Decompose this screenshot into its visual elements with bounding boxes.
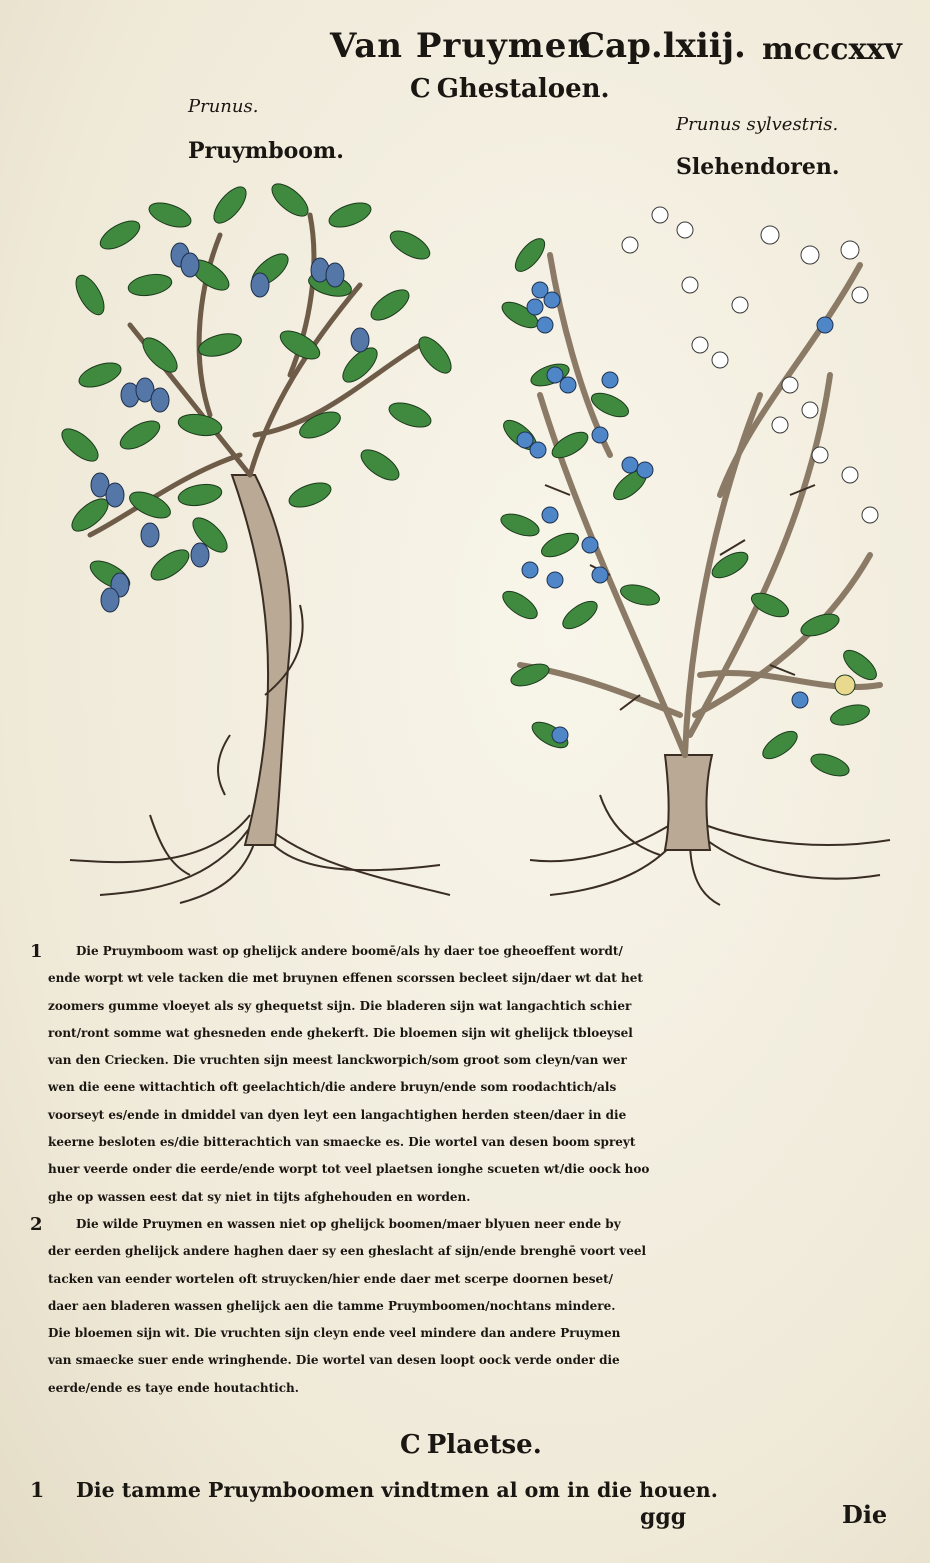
chapter-number: Cap.lxiij. — [578, 26, 746, 66]
text-line: voorseyt es/ende in dmiddel van dyen leyt een langachtighen herden steen/daer in die — [48, 1107, 627, 1122]
signature-mark: ggg — [640, 1504, 687, 1530]
paragraph-number: 1 — [30, 941, 43, 962]
figure-2-dutch-caption: Slehendoren. — [676, 154, 840, 180]
section-heading: C Plaetse. — [400, 1430, 542, 1460]
text-line: der eerden ghelijck andere haghen daer sy een gheslacht af sijn/ende brenghē voort veel — [48, 1244, 647, 1259]
text-line: ghe op wassen eest dat sy niet in tijts afghehouden en worden. — [48, 1189, 471, 1204]
text-line: daer aen bladeren wassen ghelijck aen die tamme Pruymboomen/nochtans mindere. — [48, 1298, 616, 1313]
paragraph-1 — [30, 938, 900, 1211]
text-line: van smaecke suer ende wringhende. Die wortel van desen loopt oock verde onder die — [48, 1353, 620, 1368]
text-line: Die bloemen sijn wit. Die vruchten sijn cleyn ende veel mindere dan andere Pruymen — [48, 1326, 621, 1341]
paragraph-2 — [30, 1211, 900, 1402]
folio-number: mcccxxv — [762, 32, 902, 67]
text-line: Die tamme Pruymboomen vindtmen al om in die houen. — [76, 1478, 718, 1502]
place-paragraph — [30, 1478, 718, 1502]
figure-1-dutch-caption: Pruymboom. — [188, 138, 344, 164]
pilcrow-mark: C — [400, 1430, 421, 1460]
body-text — [30, 938, 900, 1402]
running-head — [0, 18, 930, 78]
text-line: van den Criecken. Die vruchten sijn meest lanckworpich/som groot som cleyn/van wer — [48, 1053, 627, 1068]
text-line: eerde/ende es taye ende houtachtich. — [48, 1380, 299, 1395]
text-line: Die wilde Pruymen en wassen niet op ghelijck boomen/maer blyuen neer ende by — [76, 1216, 621, 1231]
plum-tree-illustration — [60, 175, 460, 910]
text-line: keerne besloten es/die bitterachtich van smaecke es. Die wortel van desen boom spreyt — [48, 1135, 636, 1150]
catchword: Die — [842, 1500, 888, 1529]
text-line: huer veerde onder die eerde/ende worpt tot veel plaetsen ionghe scueten wt/die oock hoo — [48, 1162, 650, 1177]
pilcrow-mark: C — [410, 74, 431, 104]
text-line: tacken van eender wortelen oft struycken/hier ende daer met scerpe doornen beset/ — [48, 1271, 614, 1286]
text-line: ende worpt wt vele tacken die met bruynen effenen scorssen becleet sijn/daer wt dat het — [48, 971, 643, 986]
section-subhead: C Ghestaloen. — [410, 74, 610, 104]
text-line: Die Pruymboom wast op ghelijck andere boomē/als hy daer toe gheoeffent wordt/ — [76, 944, 623, 958]
paragraph-number: 2 — [30, 1213, 43, 1235]
text-line: wen die eene wittachtich oft geelachtich/die andere bruyn/ende som roodachtich/als — [48, 1080, 617, 1095]
figure-1-latin-caption: Prunus. — [188, 96, 259, 117]
blackthorn-illustration — [490, 195, 900, 910]
paragraph-number: 1 — [30, 1478, 45, 1502]
text-line: zoomers gumme vloeyet als sy ghequetst sijn. Die bladeren sijn wat langachtich schier — [48, 998, 632, 1013]
chapter-title: Van Pruymen — [330, 26, 594, 66]
figure-2-latin-caption: Prunus sylvestris. — [676, 114, 839, 135]
text-line: ront/ront somme wat ghesneden ende ghekerft. Die bloemen sijn wit ghelijck tbloeysel — [48, 1025, 633, 1040]
